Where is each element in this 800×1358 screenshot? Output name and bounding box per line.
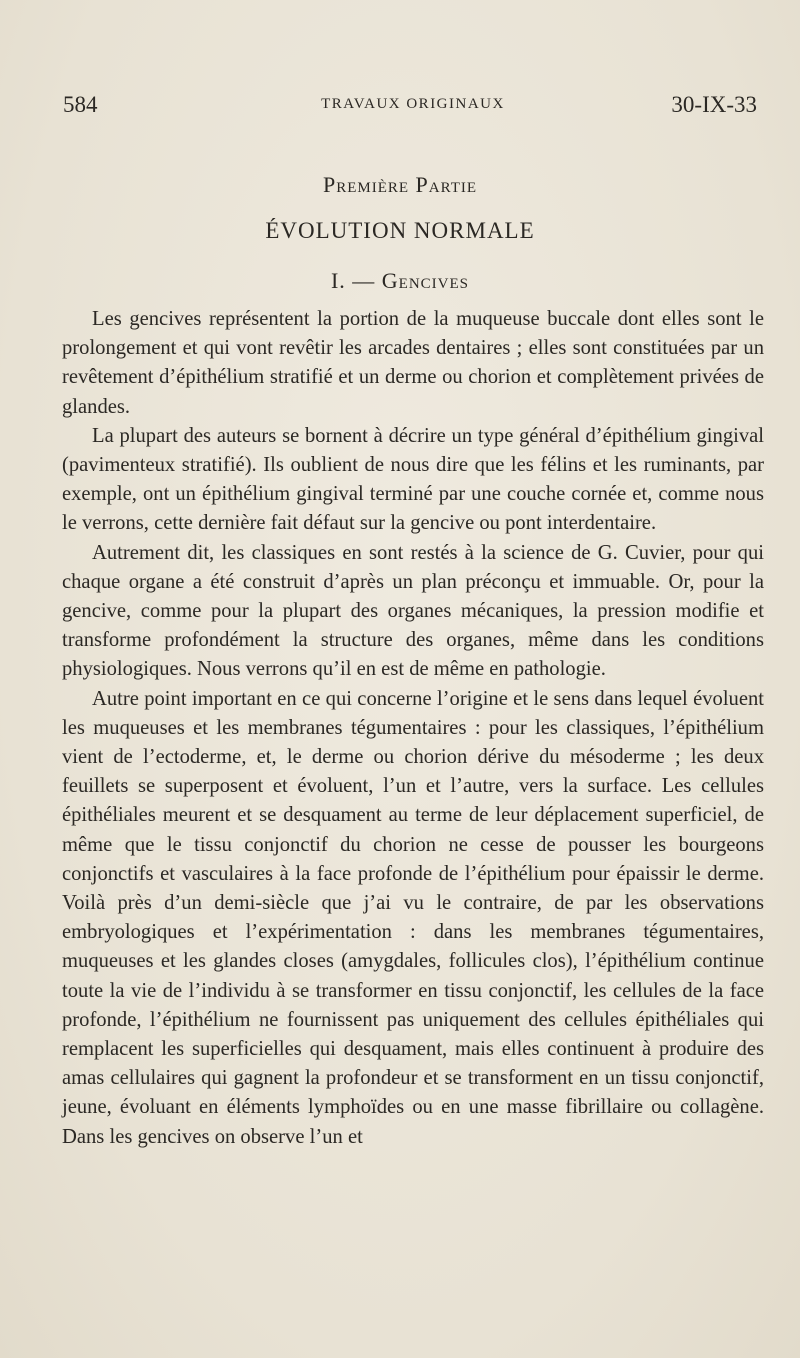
- body-text: [62, 305, 764, 1152]
- section-title: ÉVOLUTION NORMALE: [265, 218, 535, 243]
- paragraph: Autre point important en ce qui concerne l’origine et le sens dans lequel évoluent les muqueuses et les membranes tégumentaires : pour les classiques, l’épithélium vient de l’ectoderme, et, le derme ou chorion dérive du mésoderme ; les deux feuillets se superposent et évoluent, l’un et l’autre, vers la surface. Les cellules épithéliales meurent et se desquament au terme de leur déplacement superficiel, de même que le tissu conjonctif du chorion ne cesse de pousser les bourgeons conjonctifs et vasculaires à la face profonde de l’épithélium pour épaissir le derme. Voilà près d’un demi-siècle que j’ai vu le contraire, de par les observations embryologiques et l’expérimentation : dans les membranes tégumentaires, muqueuses et les glandes closes (amygdales, follicules clos), l’épithélium continue toute la vie de l’individu à se transformer en tissu conjonctif, les cellules de la face profonde, l’épithélium ne fournissent pas uniquement des cellules épithéliales qui remplacent les superficielles qui desquament, mais elles continuent à produire des amas cellulaires qui gagnent la profondeur et se transforment en un tissu conjonctif, jeune, évoluant en éléments lymphoïdes ou en une masse fibrillaire ou collagène. Dans les gencives on observe l’un et: [62, 687, 764, 1148]
- chapter-title: I. — Gencives: [330, 268, 470, 293]
- page-number: 584: [63, 92, 98, 117]
- paragraph: Autrement dit, les classiques en sont restés à la science de G. Cuvier, pour qui chaque organe a été construit d’après un plan préconçu et immuable. Or, pour la gencive, comme pour la plupart des organes mécaniques, la pression modifie et transforme profondément la structure des organes, même dans les conditions physiologiques. Nous verrons qu’il en est de même en pathologie.: [62, 541, 764, 681]
- paragraph: La plupart des auteurs se bornent à décrire un type général d’épithélium gingival (pavimenteux stratifié). Ils oublient de nous dire que les félins et les ruminants, par exemple, ont un épithélium gingival terminé par une couche cornée et, comme nous le verrons, cette dernière fait défaut sur la gencive ou pont interdentaire.: [62, 424, 764, 535]
- part-title: Première Partie: [322, 172, 478, 197]
- running-head: [63, 92, 763, 122]
- running-title: TRAVAUX ORIGINAUX: [321, 96, 505, 112]
- issue-date: 30-IX-33: [671, 92, 757, 117]
- paragraph: Les gencives représentent la portion de la muqueuse buccale dont elles sont le prolongement et qui vont revêtir les arcades dentaires ; elles sont constituées par un revêtement d’épithélium stratifié et un derme ou chorion et complètement privées de glandes.: [62, 308, 764, 418]
